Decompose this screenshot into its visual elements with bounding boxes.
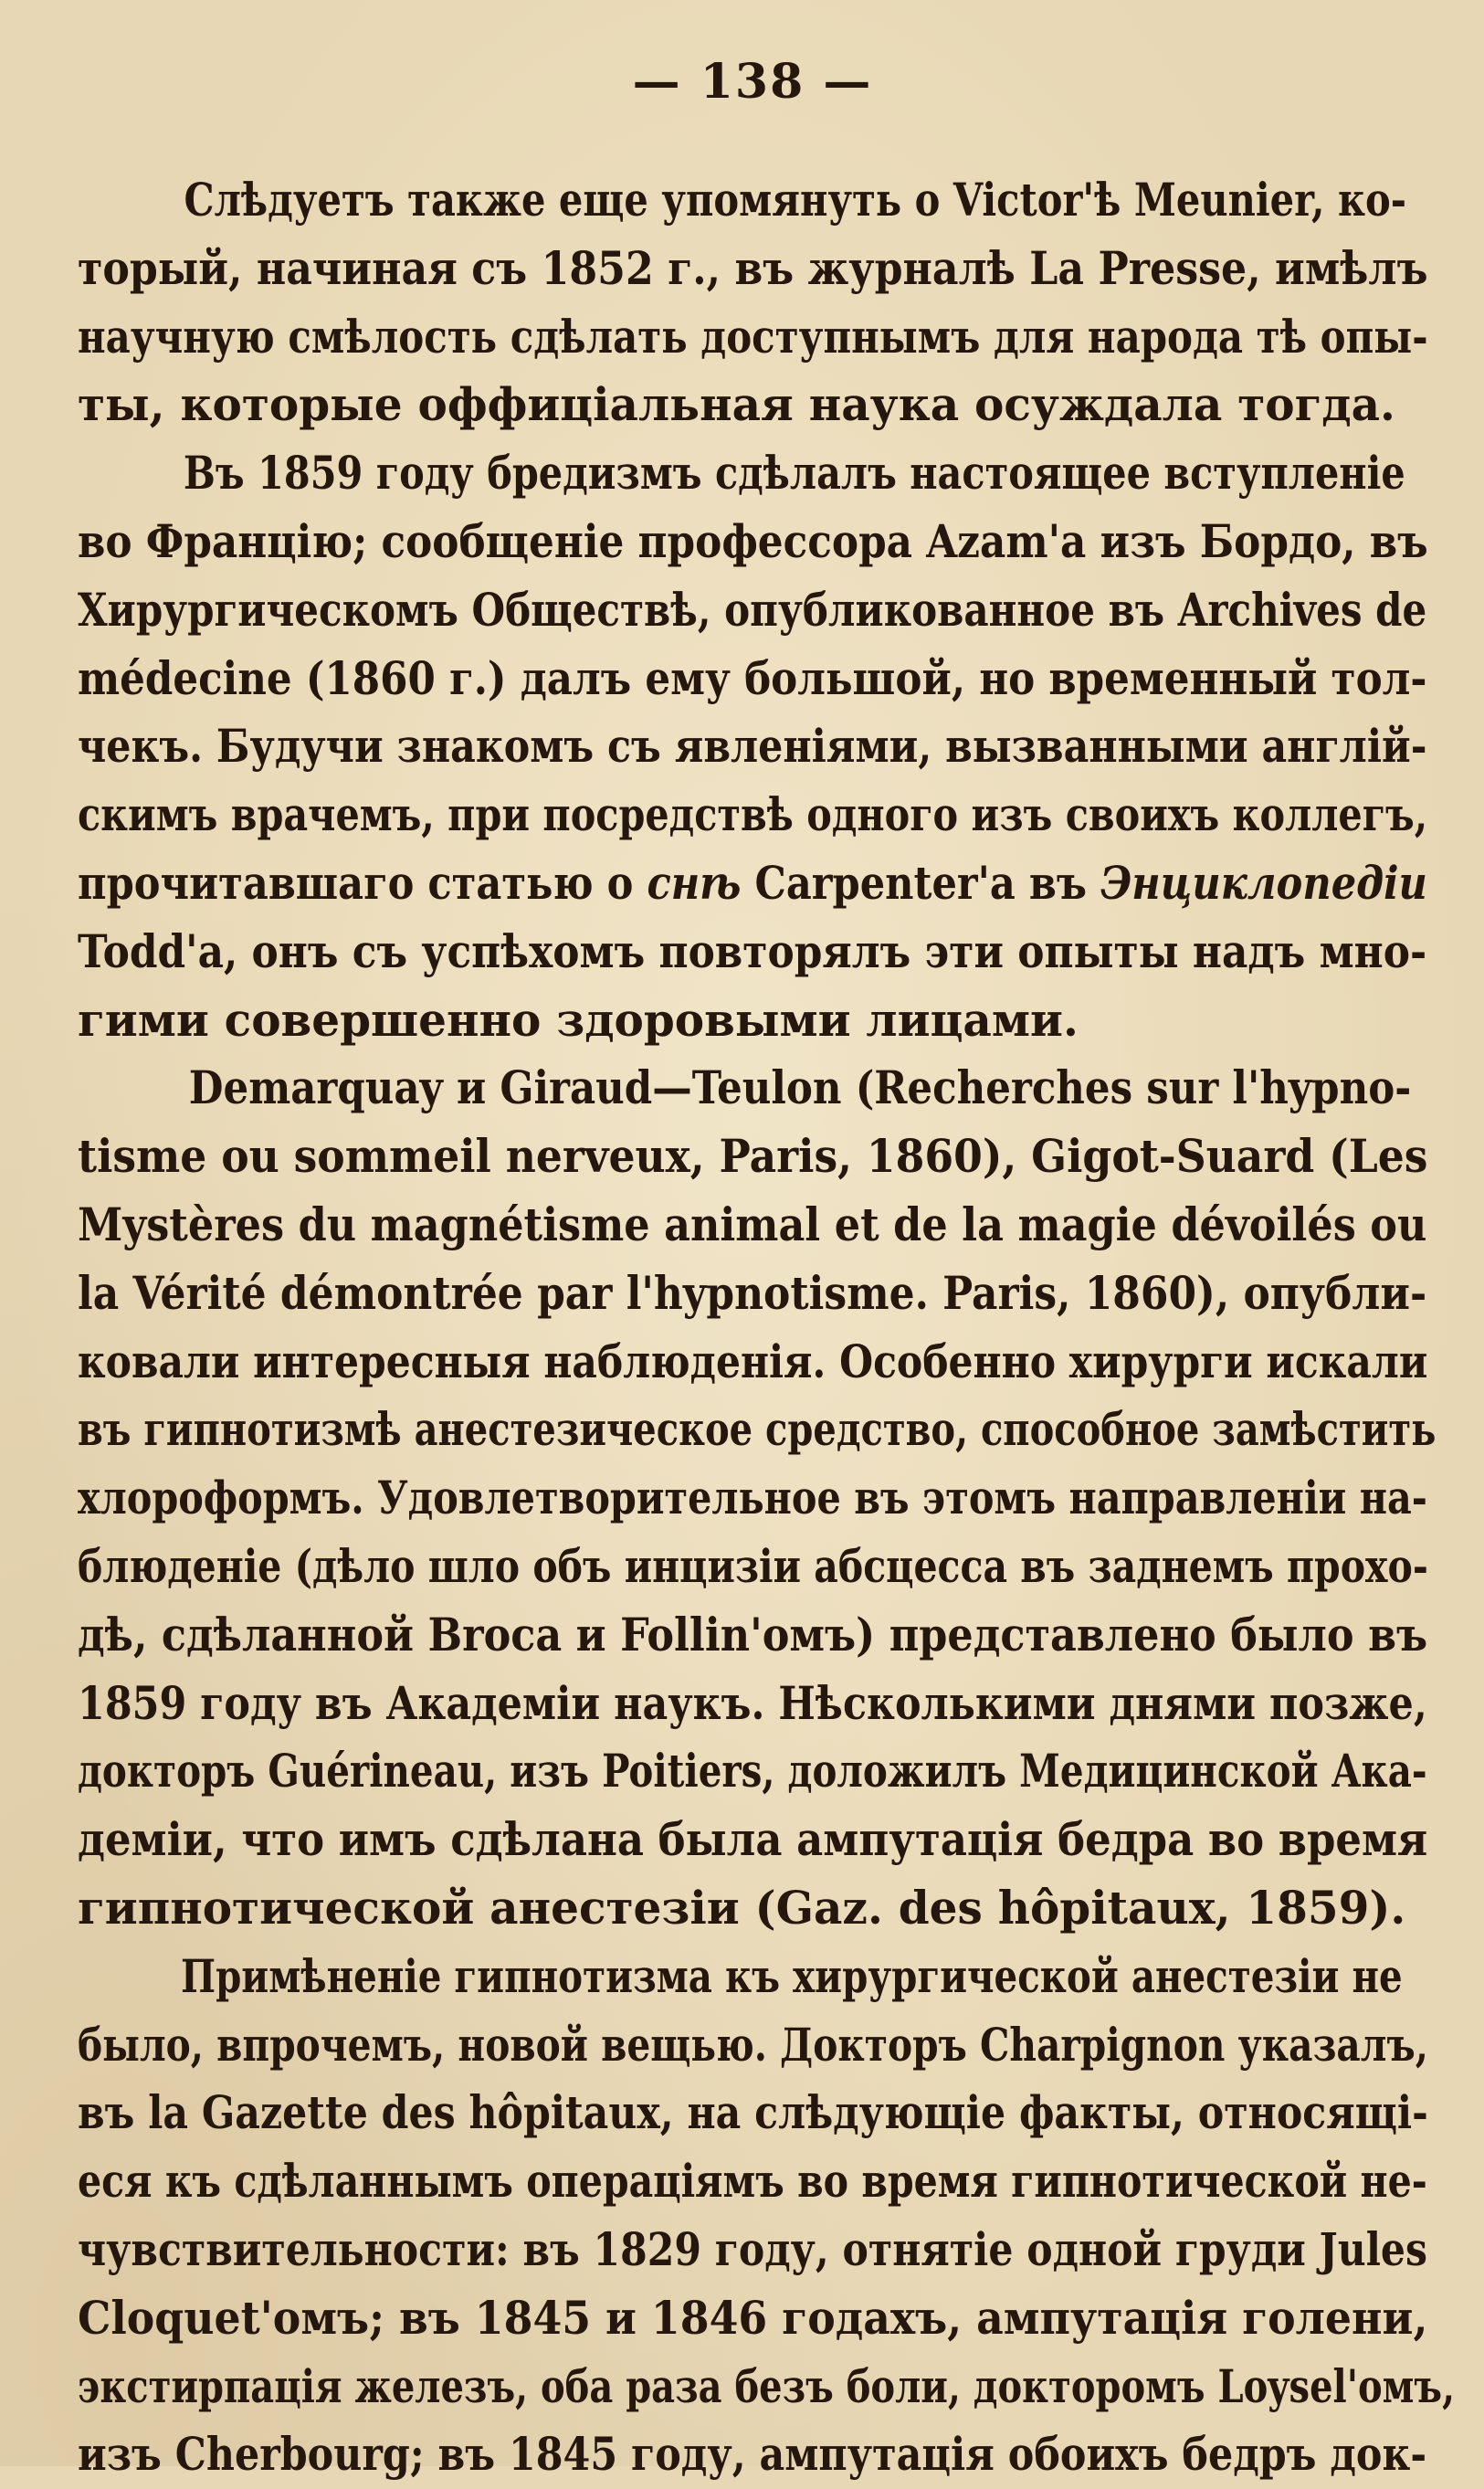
text-line: во Францію; сообщеніе профессора Azam'а изъ Бордо, въ [78, 513, 1428, 568]
text-line: ковали интересныя наблюденія. Особенно хирурги искали [78, 1334, 1428, 1388]
text-line: Demarquay и Giraud—Teulon (Recherches sur l'hypno- [188, 1060, 1412, 1115]
text-line: Слѣдуетъ также еще упомянуть о Victor'ѣ Meunier, ко- [184, 173, 1407, 227]
text-line-mixed [78, 849, 1427, 918]
text-line: Хирургическомъ Обществѣ, опубликованное въ Archives de [78, 582, 1427, 637]
text-line: Mystères du magnétisme animal et de la magie dévoilés ou [78, 1197, 1427, 1251]
italic-term: Энциклопедіи [1100, 855, 1427, 910]
text-line: 1859 году въ Академіи наукъ. Нѣсколькими днями позже, [78, 1675, 1427, 1730]
text-line: Примѣненіе гипнотизма къ хирургической анестезіи не [180, 1948, 1403, 2003]
text-line: торый, начиная съ 1852 г., въ журналѣ La Presse, имѣлъ [78, 240, 1428, 295]
text-segment: Carpenter'а въ [741, 855, 1100, 910]
text-line: чувствительности: въ 1829 году, отнятіе одной груди Jules [78, 2221, 1427, 2276]
text-line: гими совершенно здоровыми лицами. [78, 992, 1079, 1047]
text-line: хлороформъ. Удовлетворительное въ этомъ направленіи на- [78, 1471, 1427, 1525]
text-line: чекъ. Будучи знакомъ съ явленіями, вызванными англій- [78, 719, 1427, 774]
text-line: médecine (1860 г.) далъ ему большой, но временный тол- [78, 650, 1427, 705]
text-line: докторъ Guérineau, изъ Poitiers, доложилъ Медицинской Ака- [78, 1744, 1427, 1798]
text-line: дѣ, сдѣланной Broca и Follin'омъ) представлено было въ [78, 1607, 1428, 1661]
text-line: скимъ врачемъ, при посредствѣ одного изъ своихъ коллегъ, [78, 787, 1428, 842]
text-line: Cloquet'омъ; въ 1845 и 1846 годахъ, ампутація голени, [78, 2290, 1428, 2345]
text-line: гипнотической анестезіи (Gaz. des hôpitaux, 1859). [78, 1880, 1406, 1935]
text-line: блюденіе (дѣло шло объ инцизіи абсцесса въ заднемъ прохо- [78, 1538, 1428, 1593]
text-line: tisme ou sommeil nerveux, Paris, 1860), Gigot-Suard (Les [78, 1129, 1428, 1184]
text-line: ты, которые оффиціальная наука осуждала тогда. [78, 377, 1395, 432]
italic-term: снѣ [647, 855, 742, 910]
text-line: Въ 1859 году бредизмъ сдѣлалъ настоящее вступленіе [183, 446, 1405, 501]
paragraph-3 [78, 1054, 1437, 1942]
text-line: изъ Cherbourg; въ 1845 году, ампутація обоихъ бедръ док- [78, 2427, 1427, 2482]
text-line: еся къ сдѣланнымъ операціямъ во время гипнотической не- [78, 2154, 1427, 2209]
text-segment: прочитавшаго статью о [78, 855, 647, 910]
text-line: въ la Gazette des hôpitaux, на слѣдующіе факты, относящі- [78, 2085, 1428, 2140]
text-block [78, 166, 1455, 2489]
paragraph-4 [78, 1943, 1455, 2489]
text-line: экстирпація железъ, оба раза безъ боли, докторомъ Loysel'омъ, [78, 2358, 1455, 2413]
paragraph-2 [78, 439, 1427, 1054]
text-line: было, впрочемъ, новой вещью. Докторъ Charpignon указалъ, [78, 2017, 1428, 2072]
text-line: la Vérité démontrée par l'hypnotisme. Paris, 1860), опубли- [78, 1265, 1427, 1320]
text-line: въ гипнотизмѣ анестезическое средство, способное замѣстить [78, 1402, 1437, 1457]
text-line: деміи, что имъ сдѣлана была ампутація бедра во время [78, 1812, 1428, 1867]
page-number: — 138 — [632, 54, 873, 110]
text-line: научную смѣлость сдѣлать доступнымъ для народа тѣ опы- [78, 309, 1428, 364]
paragraph-1 [78, 166, 1427, 439]
text-line: Todd'а, онъ съ успѣхомъ повторялъ эти опыты надъ мно- [78, 923, 1427, 978]
